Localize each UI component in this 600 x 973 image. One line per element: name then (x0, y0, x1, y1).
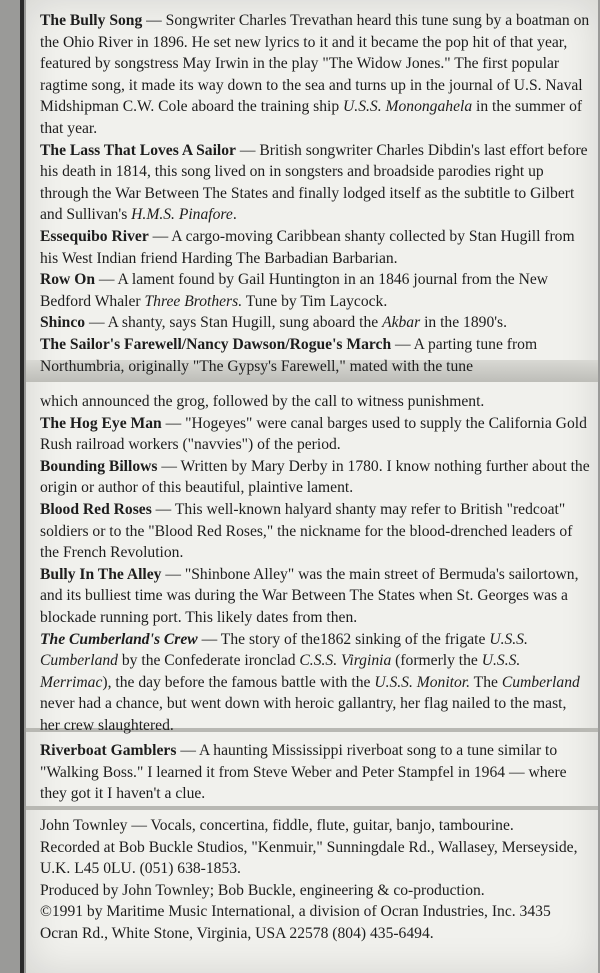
song-title: The Hog Eye Man (40, 414, 162, 432)
song-note-text: by the Confederate ironclad (117, 652, 300, 670)
song-note-essequibo (40, 226, 590, 269)
song-note-cumberlands-crew (40, 629, 590, 737)
song-note-text: — "Shinbone Alley" was the main street of Bermuda's sailortown, and its bulliest time was during the War Between The States when St. Georges was a blockade running port. This likely dates from then. (40, 565, 579, 626)
song-note-text: — A lament found by Gail Huntington in an 1846 journal from the New Bedford Whaler (40, 271, 549, 310)
song-note-text: never had a chance, but went down with heroic gallantry, her flag nailed to the mast, her crew slaughtered. (40, 695, 567, 734)
ship-name: U.S.S. Monongahela (343, 98, 473, 116)
song-title: Bully In The Alley (40, 565, 162, 583)
song-note-text: Tune by Tim Laycock. (242, 292, 388, 310)
panel-fold (26, 806, 598, 810)
continued-text: which announced the grog, followed by the call to witness punishment. (40, 393, 485, 410)
ship-name: U.S.S. Cumberland (40, 630, 528, 670)
credits-panel (40, 815, 590, 945)
song-note-text: — A shanty, says Stan Hugill, sung aboard the (85, 314, 383, 332)
song-note-row-on (40, 269, 590, 312)
song-note-text: in the summer of that year. (40, 98, 583, 137)
song-note-hog-eye-man (40, 413, 590, 456)
song-note-text: ), the day before the famous battle with the (102, 673, 375, 691)
song-note-lass (40, 140, 590, 226)
song-note-shinco (40, 312, 590, 334)
song-note-text: The (470, 673, 502, 691)
ship-name: Akbar (382, 314, 421, 332)
notes-panel-1 (40, 10, 590, 377)
song-title: Shinco (40, 314, 86, 332)
song-title: Blood Red Roses (40, 500, 152, 518)
ship-name: Three Brothers. (144, 292, 243, 310)
credit-recording: Recorded at Bob Buckle Studios, "Kenmuir," Sunningdale Rd., Wallasey, Merseyside, U.K. L45 0LU. (051) 638-1853. (40, 838, 578, 878)
song-note-text: — A haunting Mississippi riverboat song to a tune similar to "Walking Boss." I learned it from Steve Weber and Peter Stampfel in 1964 — where they got it I haven't a clue. (40, 742, 567, 803)
song-note-text: (formerly the (391, 652, 482, 670)
song-title: Essequibo River (40, 227, 149, 245)
song-title: The Cumberland's Crew (40, 630, 198, 648)
song-note-text: in the 1890's. (420, 314, 508, 332)
song-title: Bounding Billows (40, 457, 158, 475)
credit-performer: John Townley — Vocals, concertina, fiddle, flute, guitar, banjo, tambourine. (40, 817, 514, 834)
song-note-text: — A cargo-moving Caribbean shanty collected by Stan Hugill from his West Indian friend Harding The Barbadian Barbarian. (40, 227, 575, 267)
song-note-riverboat-gamblers (40, 740, 590, 805)
ship-name: U.S.S. Merrimac (40, 652, 521, 691)
song-note-text: — "Hogeyes" were canal barges used to supply the California Gold Rush railroad workers ("navvies") of the period. (40, 414, 587, 454)
song-note-bully-in-the-alley (40, 564, 590, 629)
song-note-text: . (232, 206, 237, 224)
song-note-bully-song (40, 10, 590, 140)
song-title: Riverboat Gamblers (40, 742, 177, 759)
song-note-text: — Songwriter Charles Trevathan heard this tune sung by a boatman on the Ohio River in 1896. He set new lyrics to it and it became the pop hit of that year, featured by songstress May Irwin in the play "The Widow Jones." The first popular ragtime song, it made its way down to the sea and turns up in the journal of U.S. Naval Midshipman C.W. Cole aboard the training ship (40, 12, 590, 116)
ship-name: H.M.S. Pinafore (131, 206, 233, 224)
ship-name: Cumberland (501, 673, 580, 691)
song-note-text: — This well-known halyard shanty may refer to British "redcoat" soldiers or to the "Blood Red Roses," the nickname for the blood-drenched leaders of the French Revolution. (40, 500, 573, 562)
song-note-sailors-farewell (40, 334, 590, 377)
song-title: The Bully Song (40, 12, 143, 29)
song-note-text: — Written by Mary Derby in 1780. I know nothing further about the origin or author of this beautiful, plaintive lament. (40, 457, 590, 497)
ship-name: U.S.S. Monitor. (374, 673, 471, 691)
song-note-text: — British songwriter Charles Dibdin's last effort before his death in 1814, this song lived on in songsters and broadside parodies right up through the War Between The States and finally lodged itself as the subtitle to Gilbert and Sullivan's (40, 141, 588, 224)
credit-copyright: ©1991 by Maritime Music International, a division of Ocran Industries, Inc. 3435 Ocran Rd., White Stone, Virginia, USA 22578 (804) 435-6494. (40, 903, 551, 942)
ship-name: C.S.S. Virginia (299, 652, 392, 670)
song-title: Row On (40, 271, 96, 289)
song-title: The Sailor's Farewell/Nancy Dawson/Rogue's March (40, 335, 392, 353)
song-note-blood-red-roses (40, 499, 590, 564)
song-title: The Lass That Loves A Sailor (40, 141, 236, 159)
song-note-text: — The story of the1862 sinking of the frigate (197, 630, 490, 648)
notes-panel-3 (40, 740, 590, 805)
liner-edge (20, 0, 24, 973)
notes-panel-2 (40, 391, 590, 737)
song-note-bounding-billows (40, 456, 590, 499)
song-note-text: — A parting tune from Northumbria, originally "The Gypsy's Farewell," mated with the tune (40, 335, 538, 375)
credit-production: Produced by John Townley; Bob Buckle, engineering & co-production. (40, 881, 485, 899)
